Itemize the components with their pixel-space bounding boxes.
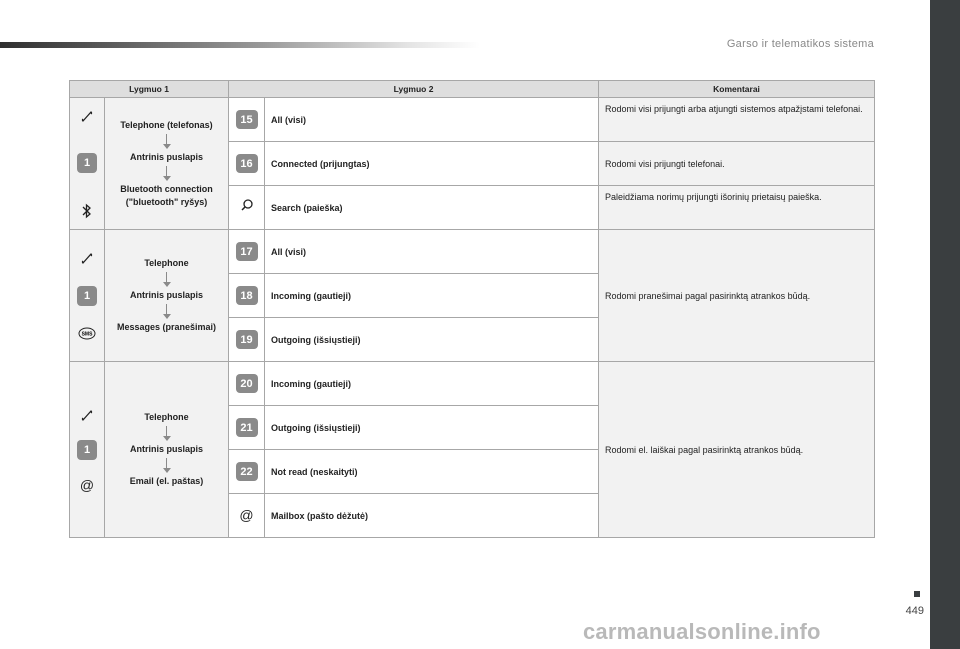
side-strip <box>930 0 960 649</box>
row-badge-cell <box>229 230 265 274</box>
table-header-row <box>70 81 875 98</box>
level1-description <box>105 98 229 230</box>
row-label: Incoming (gautieji) <box>265 362 599 406</box>
row-label: Outgoing (išsiųstieji) <box>265 406 599 450</box>
row-label: Incoming (gautieji) <box>265 274 599 318</box>
level1-badge: 1 <box>77 440 97 460</box>
level1-description <box>105 362 229 538</box>
bluetooth-icon <box>81 203 93 219</box>
table-row <box>70 230 875 274</box>
phone-handset-icon <box>80 251 94 265</box>
level1-icons <box>70 230 105 362</box>
phone-handset-icon <box>80 109 94 123</box>
down-arrow-icon <box>107 304 226 319</box>
row-comment: Rodomi pranešimai pagal pasirinktą atrankos būdą. <box>599 230 875 362</box>
column-header-level1: Lygmuo 1 <box>70 81 229 98</box>
at-sign-icon: @ <box>79 476 95 493</box>
row-comment: Rodomi visi prijungti arba atjungti sistemos atpažįstami telefonai. <box>599 98 875 142</box>
row-label: Connected (prijungtas) <box>265 142 599 186</box>
level1-badge: 1 <box>77 153 97 173</box>
row-badge-cell <box>229 98 265 142</box>
row-icon-cell <box>229 494 265 538</box>
step-subpage: Antrinis puslapis <box>130 151 204 162</box>
row-label: Search (paieška) <box>265 186 599 230</box>
row-badge: 20 <box>236 374 258 393</box>
down-arrow-icon <box>107 458 226 473</box>
row-label: Outgoing (išsiųstieji) <box>265 318 599 362</box>
row-label: All (visi) <box>265 98 599 142</box>
step-subpage: Antrinis puslapis <box>130 444 204 454</box>
sms-icon <box>78 327 96 341</box>
row-badge-cell <box>229 274 265 318</box>
step-messages: Messages (pranešimai) <box>116 322 217 332</box>
watermark: carmanualsonline.info <box>583 619 821 644</box>
row-badge: 21 <box>236 418 258 437</box>
level1-badge: 1 <box>77 286 97 306</box>
table-row <box>70 98 875 142</box>
row-label: Not read (neskaityti) <box>265 450 599 494</box>
page-number: 449 <box>905 605 924 617</box>
step-bluetooth: Bluetooth connection ("bluetooth" ryšys) <box>120 183 213 207</box>
row-label: Mailbox (pašto dėžutė) <box>265 494 599 538</box>
level1-icons <box>70 362 105 538</box>
row-badge: 17 <box>236 242 258 261</box>
row-badge: 15 <box>236 110 258 129</box>
step-email: Email (el. paštas) <box>129 476 204 486</box>
page-header-title: Garso ir telematikos sistema <box>726 38 874 50</box>
down-arrow-icon <box>107 272 226 287</box>
row-badge-cell <box>229 362 265 406</box>
level1-icons <box>70 98 105 230</box>
step-telephone: Telephone <box>144 258 189 268</box>
step-telephone: Telephone <box>144 412 189 422</box>
row-badge-cell <box>229 318 265 362</box>
row-badge-cell <box>229 142 265 186</box>
row-label: All (visi) <box>265 230 599 274</box>
row-badge: 22 <box>236 462 258 481</box>
row-comment: Paleidžiama norimų prijungti išorinių prietaisų paieška. <box>599 186 875 230</box>
row-badge-cell <box>229 450 265 494</box>
page-marker <box>914 591 920 597</box>
settings-table <box>69 80 875 538</box>
sms-icon-label: SMS <box>81 331 93 337</box>
down-arrow-icon <box>107 426 226 441</box>
down-arrow-icon <box>107 134 226 149</box>
step-telephone: Telephone (telefonas) <box>120 119 213 130</box>
level1-description <box>105 230 229 362</box>
at-sign-icon: @ <box>239 506 254 523</box>
column-header-level2: Lygmuo 2 <box>229 81 599 98</box>
row-badge: 16 <box>236 154 258 173</box>
column-header-comments: Komentarai <box>599 81 875 98</box>
row-badge-cell <box>229 406 265 450</box>
magnifier-icon <box>240 198 254 212</box>
header-gradient-bar <box>0 42 480 48</box>
row-comment: Rodomi el. laiškai pagal pasirinktą atrankos būdą. <box>599 362 875 538</box>
step-subpage: Antrinis puslapis <box>130 290 204 300</box>
row-badge: 18 <box>236 286 258 305</box>
row-comment: Rodomi visi prijungti telefonai. <box>599 142 875 186</box>
down-arrow-icon <box>107 166 226 181</box>
row-badge: 19 <box>236 330 258 349</box>
table-row <box>70 362 875 406</box>
row-icon-cell <box>229 186 265 230</box>
phone-handset-icon <box>80 408 94 422</box>
